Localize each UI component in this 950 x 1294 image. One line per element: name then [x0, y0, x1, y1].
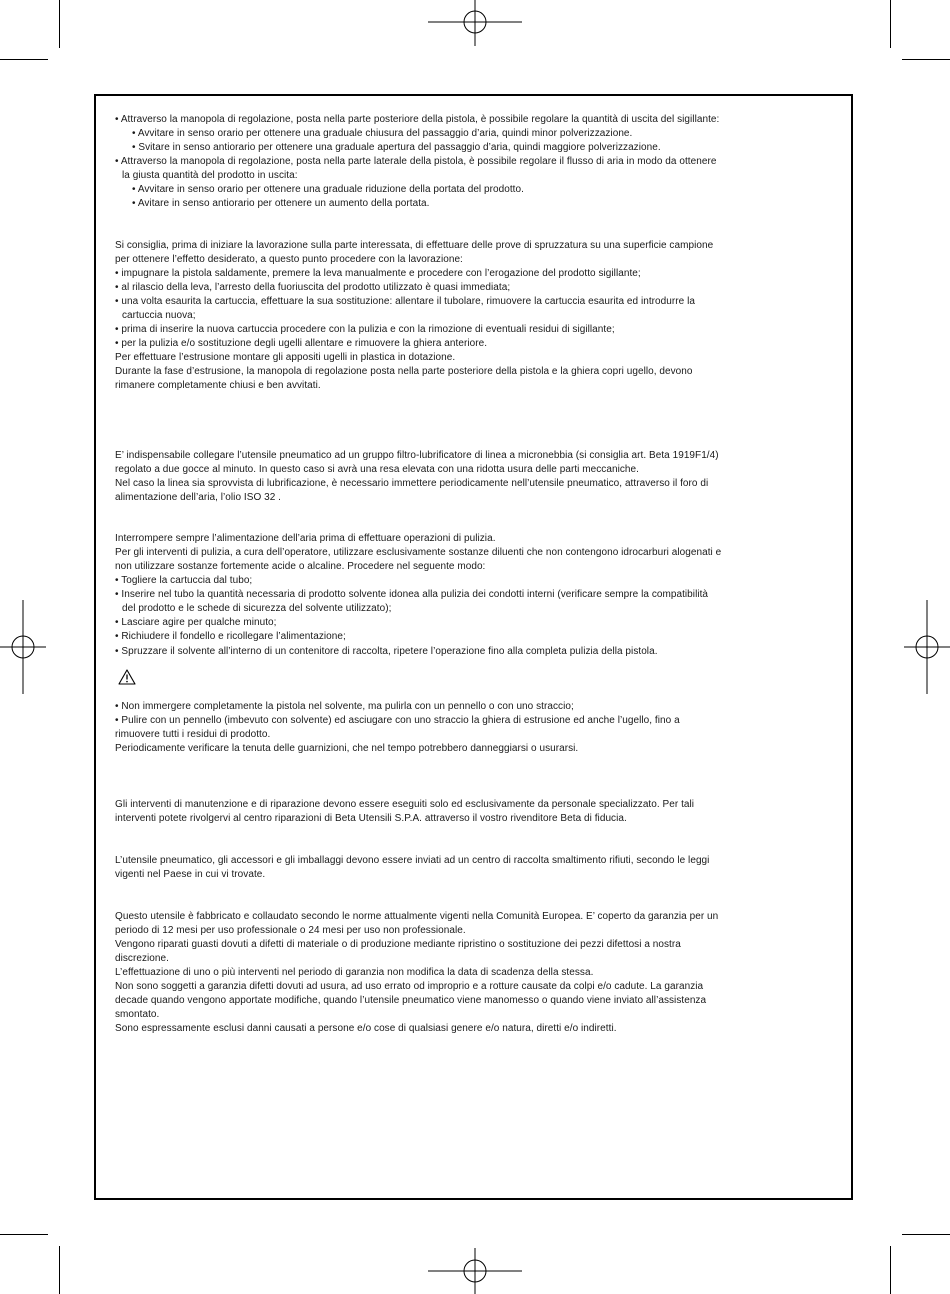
text-line: cartuccia nuova;	[122, 310, 196, 321]
text-line: Vengono riparati guasti dovuti a difetti di materiale o di produzione mediante ripristino o sostituzione dei pezzi difettosi a nostra	[115, 939, 681, 950]
text-line: Non sono soggetti a garanzia difetti dovuti ad usura, ad uso errato od improprio e a rotture causate da colpi e/o cadute. La garanzia	[115, 981, 704, 992]
text-line: • Lasciare agire per qualche minuto;	[115, 617, 277, 628]
text-line: rimanere completamente chiusi e ben avvitati.	[115, 380, 321, 391]
text-line: Interrompere sempre l’alimentazione dell’aria prima di effettuare operazioni di pulizia.	[115, 533, 496, 544]
text-line: • impugnare la pistola saldamente, premere la leva manualmente e procedere con l’erogazione del prodotto sigillante;	[115, 268, 641, 279]
text-line: • Avvitare in senso orario per ottenere una graduale chiusura del passaggio d’aria, quindi minor polverizzazione.	[132, 128, 633, 139]
text-line: E’ indispensabile collegare l’utensile pneumatico ad un gruppo filtro-lubrificatore di linea a micronebbia (si consiglia art. Beta 1919F1/4)	[115, 450, 719, 461]
text-line: regolato a due gocce al minuto. In questo caso si avrà una resa elevata con una ridotta usura delle parti meccaniche.	[115, 464, 639, 475]
text-line: • Spruzzare il solvente all’interno di un contenitore di raccolta, ripetere l’operazione fino alla completa pulizia della pistola.	[115, 646, 658, 657]
text-line: Questo utensile è fabbricato e collaudato secondo le norme attualmente vigenti nella Comunità Europea. E’ coperto da garanzia per un	[115, 911, 719, 922]
crop-mark	[890, 1246, 891, 1294]
crop-mark	[0, 1234, 48, 1235]
crop-mark	[902, 1234, 950, 1235]
text-line: Si consiglia, prima di iniziare la lavorazione sulla parte interessata, di effettuare delle prove di spruzzatura su una superficie campione	[115, 240, 714, 251]
text-line: • Richiudere il fondello e ricollegare l’alimentazione;	[115, 631, 346, 642]
text-line: non utilizzare sostanze fortemente acide o alcaline. Procedere nel seguente modo:	[115, 561, 486, 572]
text-line: Per gli interventi di pulizia, a cura dell’operatore, utilizzare esclusivamente sostanze diluenti che non contengono idrocarburi alogenati e	[115, 547, 722, 558]
text-line: discrezione.	[115, 953, 169, 964]
text-line: • Avvitare in senso orario per ottenere una graduale riduzione della portata del prodotto.	[132, 184, 524, 195]
text-line: del prodotto e le schede di sicurezza del solvente utilizzato);	[122, 603, 392, 614]
text-line: interventi potete rivolgervi al centro riparazioni di Beta Utensili S.P.A. attraverso il vostro rivenditore Beta di fiducia.	[115, 813, 627, 824]
text-line: • Avitare in senso antiorario per ottenere un aumento della portata.	[132, 198, 430, 209]
text-line: Periodicamente verificare la tenuta delle guarnizioni, che nel tempo potrebbero danneggiarsi o usurarsi.	[115, 743, 579, 754]
text-line: • Pulire con un pennello (imbevuto con solvente) ed asciugare con uno straccio la ghiera di estrusione ed anche l’ugello, fino a	[115, 715, 680, 726]
text-line: • per la pulizia e/o sostituzione degli ugelli allentare e rimuovere la ghiera anteriore.	[115, 338, 488, 349]
crop-mark	[902, 59, 950, 60]
registration-mark-right	[904, 600, 950, 694]
text-line: Gli interventi di manutenzione e di riparazione devono essere eseguiti solo ed esclusivamente da personale specializzato. Per tali	[115, 799, 695, 810]
text-line: • una volta esaurita la cartuccia, effettuare la sua sostituzione: allentare il tubolare, rimuovere la cartuccia esaurita ed introdurre la	[115, 296, 695, 307]
text-line: • Inserire nel tubo la quantità necessaria di prodotto solvente idonea alla pulizia dei condotti interni (verificare sempre la compatibilità	[115, 589, 709, 600]
text-line: rimuovere tutti i residui di prodotto.	[115, 729, 271, 740]
text-line: • Svitare in senso antiorario per ottenere una graduale apertura del passaggio d’aria, quindi maggiore polverizzazione.	[132, 142, 661, 153]
registration-mark-bottom	[428, 1248, 522, 1294]
crop-mark	[59, 1246, 60, 1294]
warning-triangle-icon	[118, 669, 136, 685]
text-line: L’effettuazione di uno o più interventi nel periodo di garanzia non modifica la data di scadenza della stessa.	[115, 967, 594, 978]
text-line: L’utensile pneumatico, gli accessori e gli imballaggi devono essere inviati ad un centro di raccolta smaltimento rifiuti, secondo le leggi	[115, 855, 710, 866]
text-line: Nel caso la linea sia sprovvista di lubrificazione, è necessario immettere periodicamente nell’utensile pneumatico, attraverso il foro di	[115, 478, 709, 489]
text-line: • Non immergere completamente la pistola nel solvente, ma pulirla con un pennello o con uno straccio;	[115, 701, 574, 712]
text-line: alimentazione dell’aria, l’olio ISO 32 .	[115, 492, 281, 503]
text-line: • Togliere la cartuccia dal tubo;	[115, 575, 253, 586]
text-line: Durante la fase d’estrusione, la manopola di regolazione posta nella parte posteriore della pistola e la ghiera copri ugello, devono	[115, 366, 693, 377]
text-line: smontato.	[115, 1009, 160, 1020]
crop-mark	[59, 0, 60, 48]
text-line: decade quando vengono apportate modifiche, quando l’utensile pneumatico viene manomesso o quando viene inviato all’assistenza	[115, 995, 707, 1006]
text-line: per ottenere l’effetto desiderato, a questo punto procedere con la lavorazione:	[115, 254, 463, 265]
text-line: Per effettuare l’estrusione montare gli appositi ugelli in plastica in dotazione.	[115, 352, 456, 363]
text-line: • Attraverso la manopola di regolazione, posta nella parte laterale della pistola, è possibile regolare il flusso di aria in modo da ottenere	[115, 156, 717, 167]
crop-mark	[890, 0, 891, 48]
text-line: • al rilascio della leva, l’arresto della fuoriuscita del prodotto utilizzato è quasi immediata;	[115, 282, 511, 293]
text-line: • prima di inserire la nuova cartuccia procedere con la pulizia e con la rimozione di eventuali residui di sigillante;	[115, 324, 615, 335]
registration-mark-left	[0, 600, 46, 694]
registration-mark-top	[428, 0, 522, 46]
crop-mark	[0, 59, 48, 60]
text-line: vigenti nel Paese in cui vi trovate.	[115, 869, 266, 880]
text-line: periodo di 12 mesi per uso professionale o 24 mesi per uso non professionale.	[115, 925, 466, 936]
text-line: la giusta quantità del prodotto in uscita:	[122, 170, 298, 181]
text-line: Sono espressamente esclusi danni causati a persone e/o cose di qualsiasi genere e/o natura, diretti e/o indiretti.	[115, 1023, 617, 1034]
text-line: • Attraverso la manopola di regolazione, posta nella parte posteriore della pistola, è possibile regolare la quantità di uscita del sigillante:	[115, 114, 720, 125]
